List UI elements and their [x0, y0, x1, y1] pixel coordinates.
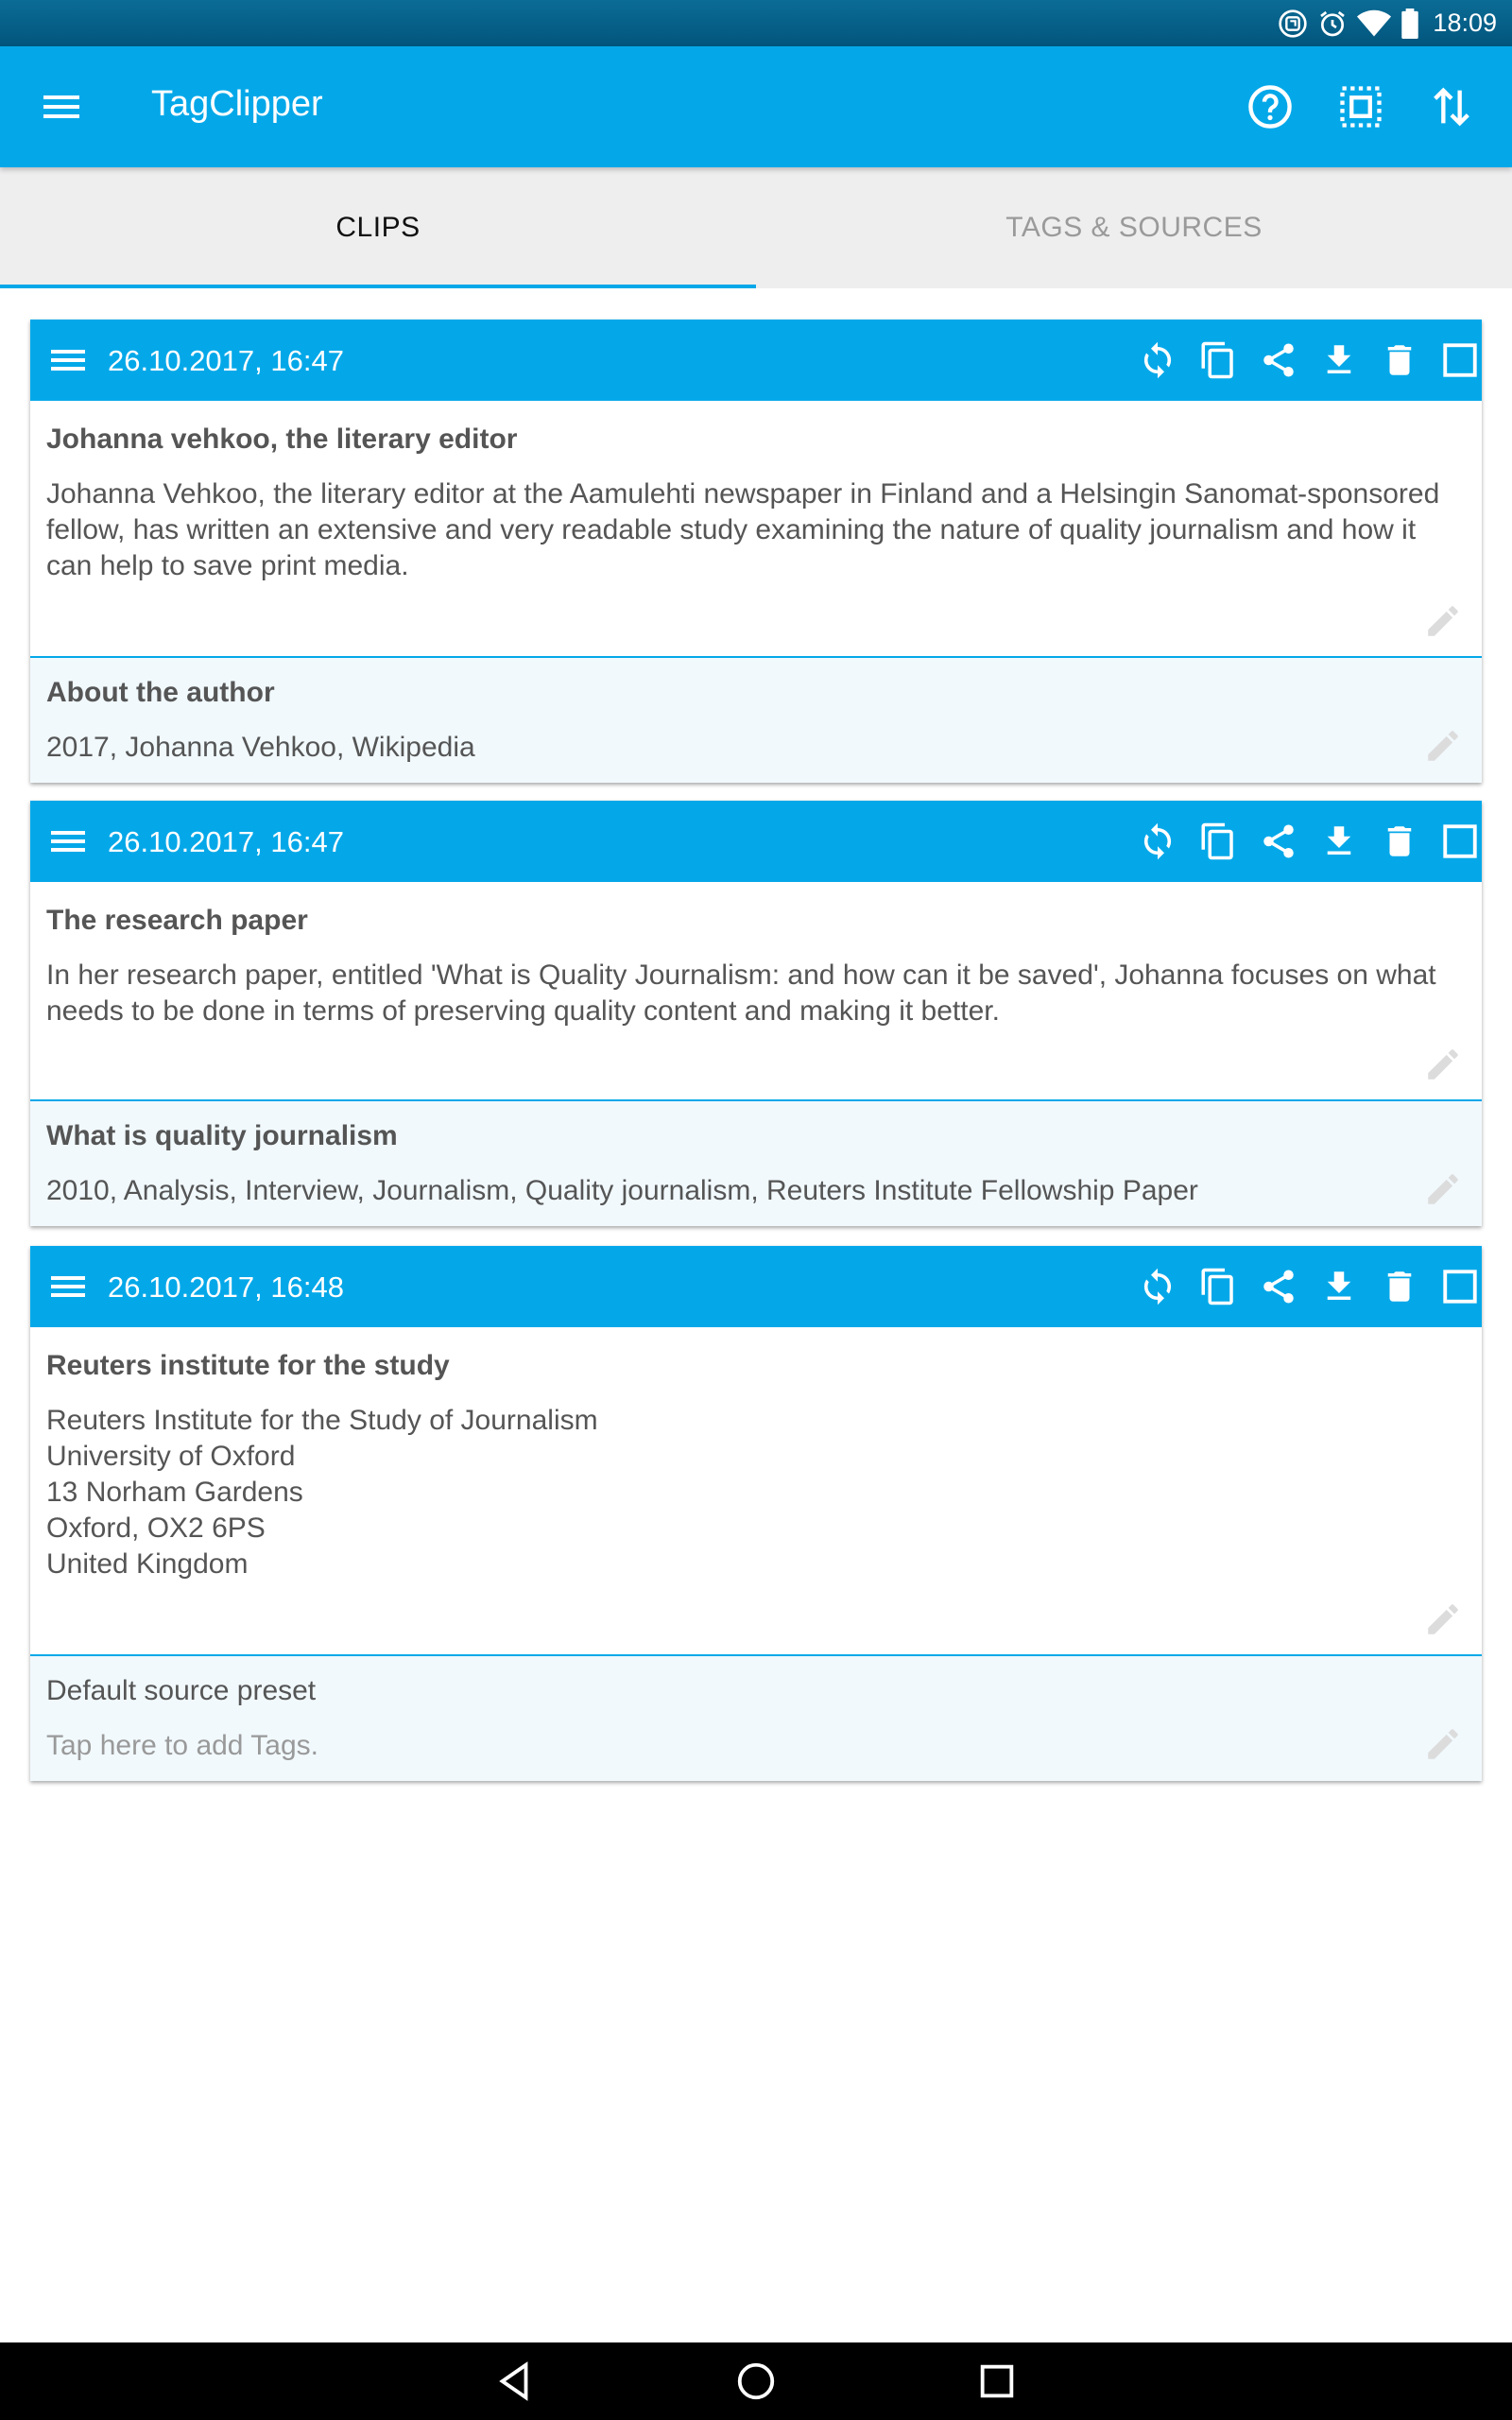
source-title: Default source preset	[46, 1675, 317, 1706]
tab-bar	[0, 167, 1512, 288]
clip-card	[30, 1246, 1482, 1781]
clip-menu-icon[interactable]	[51, 344, 89, 376]
clip-text: Johanna Vehkoo, the literary editor at the Aamulehti newspaper in Finland and a Helsingin Sanomat-sponsored fellow, has written an extensive and very readable study examining the nature of quality journalism and how it can help to save print media.	[46, 478, 1440, 581]
edit-source-icon[interactable]	[1423, 726, 1463, 766]
clip-body[interactable]	[30, 1327, 1482, 1656]
source-title: What is quality journalism	[46, 1120, 398, 1151]
checkbox-icon[interactable]	[1440, 1267, 1480, 1306]
delete-icon[interactable]	[1380, 340, 1419, 380]
delete-icon[interactable]	[1380, 1267, 1419, 1306]
tab-tags-sources[interactable]: TAGS & SOURCES	[1005, 212, 1263, 243]
source-title: About the author	[46, 677, 275, 708]
home-icon[interactable]	[734, 2360, 778, 2403]
system-nav-bar	[0, 2342, 1512, 2420]
copy-icon[interactable]	[1198, 340, 1238, 380]
clip-card	[30, 801, 1482, 1226]
recents-icon[interactable]	[975, 2360, 1019, 2403]
edit-source-icon[interactable]	[1423, 1169, 1463, 1209]
select-all-icon[interactable]	[1336, 82, 1385, 131]
status-time: 18:09	[1433, 9, 1497, 37]
share-icon[interactable]	[1259, 1267, 1298, 1306]
status-bar	[0, 0, 1512, 46]
checkbox-icon[interactable]	[1440, 340, 1480, 380]
clip-card-header	[30, 1246, 1482, 1327]
copy-icon[interactable]	[1198, 821, 1238, 861]
edit-clip-icon[interactable]	[1423, 1045, 1463, 1084]
source-tags: 2017, Johanna Vehkoo, Wikipedia	[46, 732, 475, 763]
app-title: TagClipper	[151, 84, 323, 124]
download-icon[interactable]	[1319, 340, 1359, 380]
back-icon[interactable]	[493, 2360, 537, 2403]
clip-body[interactable]	[30, 401, 1482, 658]
clip-date: 26.10.2017, 16:47	[108, 344, 344, 377]
clip-date: 26.10.2017, 16:48	[108, 1270, 344, 1304]
sort-icon[interactable]	[1427, 82, 1476, 131]
download-icon[interactable]	[1319, 1267, 1359, 1306]
clip-card-header	[30, 320, 1482, 401]
clip-date: 26.10.2017, 16:47	[108, 825, 344, 858]
clip-menu-icon[interactable]	[51, 1270, 89, 1303]
source-area[interactable]	[30, 1656, 1482, 1781]
sync-icon[interactable]	[1138, 1267, 1177, 1306]
clip-title: Reuters institute for the study	[46, 1350, 450, 1381]
edit-source-icon[interactable]	[1423, 1724, 1463, 1764]
source-tags: 2010, Analysis, Interview, Journalism, Quality journalism, Reuters Institute Fellowship Paper	[46, 1175, 1198, 1206]
clip-title: The research paper	[46, 905, 308, 936]
edit-clip-icon[interactable]	[1423, 601, 1463, 641]
clip-title: Johanna vehkoo, the literary editor	[46, 424, 518, 455]
sync-icon[interactable]	[1138, 340, 1177, 380]
wifi-icon	[1357, 9, 1391, 39]
delete-icon[interactable]	[1380, 821, 1419, 861]
nav-drawer-menu-icon[interactable]	[43, 86, 91, 128]
help-icon[interactable]	[1246, 82, 1295, 131]
clip-card	[30, 320, 1482, 783]
copy-icon[interactable]	[1198, 1267, 1238, 1306]
clip-menu-icon[interactable]	[51, 825, 89, 857]
edit-clip-icon[interactable]	[1423, 1599, 1463, 1639]
clip-text: Reuters Institute for the Study of Journalism University of Oxford 13 Norham Gardens Oxford, OX2 6PS United Kingdom	[46, 1405, 598, 1580]
clip-card-header	[30, 801, 1482, 882]
app-bar	[0, 46, 1512, 167]
battery-icon	[1400, 9, 1419, 39]
sync-icon[interactable]	[1138, 821, 1177, 861]
nfc-icon	[1278, 9, 1308, 39]
tab-clips[interactable]: CLIPS	[0, 167, 756, 288]
clip-body[interactable]	[30, 882, 1482, 1101]
clip-text: In her research paper, entitled 'What is Quality Journalism: and how can it be saved', Johanna focuses on what needs to be done in terms of preserving quality content and making it better.	[46, 959, 1436, 1027]
checkbox-icon[interactable]	[1440, 821, 1480, 861]
download-icon[interactable]	[1319, 821, 1359, 861]
share-icon[interactable]	[1259, 340, 1298, 380]
share-icon[interactable]	[1259, 821, 1298, 861]
source-area[interactable]	[30, 1101, 1482, 1226]
add-tags-placeholder[interactable]: Tap here to add Tags.	[46, 1730, 318, 1761]
alarm-icon	[1317, 9, 1348, 39]
source-area[interactable]	[30, 658, 1482, 783]
